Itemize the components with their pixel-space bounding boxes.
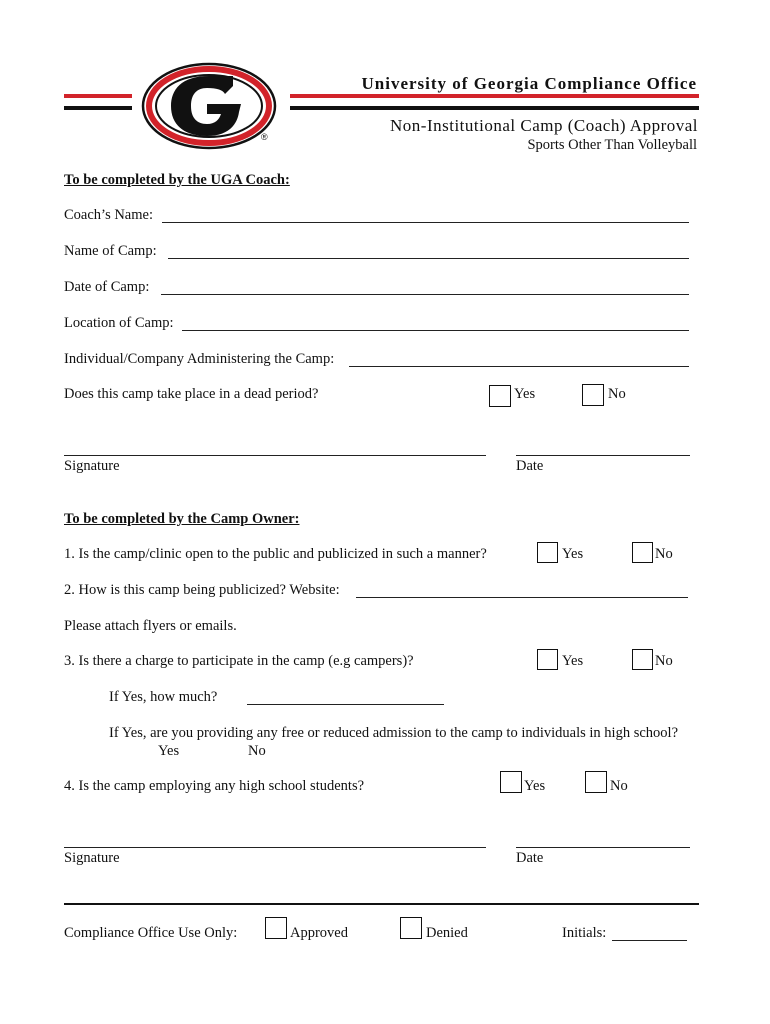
q4-yes-label: Yes — [524, 778, 546, 794]
q4-yes-checkbox[interactable] — [500, 771, 522, 793]
header-black-rule-left — [64, 106, 132, 110]
approved-label: Approved — [290, 925, 348, 941]
q3-no-label: No — [655, 653, 673, 669]
office-title: University of Georgia Compliance Office — [361, 74, 697, 93]
attach-note: Please attach flyers or emails. — [64, 618, 237, 634]
coach-signature-label: Signature — [64, 458, 120, 474]
initials-field[interactable] — [612, 940, 687, 941]
camp-location-field[interactable] — [182, 330, 689, 331]
initials-label: Initials: — [562, 925, 607, 941]
q1-yes-checkbox[interactable] — [537, 542, 558, 563]
q3-yes-checkbox[interactable] — [537, 649, 558, 670]
coach-name-field[interactable] — [162, 222, 689, 223]
owner-date-label: Date — [516, 850, 544, 866]
q1-no-label: No — [655, 546, 673, 562]
form-subtitle: Sports Other Than Volleyball — [527, 137, 697, 153]
camp-location-label: Location of Camp: — [64, 315, 174, 331]
q3-free-reduced-yes[interactable]: Yes — [158, 743, 180, 759]
header-black-rule-right — [290, 106, 699, 110]
administering-field[interactable] — [349, 366, 689, 367]
camp-date-label: Date of Camp: — [64, 279, 150, 295]
camp-name-label: Name of Camp: — [64, 243, 157, 259]
q2-question: 2. How is this camp being publicized? Website: — [64, 582, 340, 598]
q3-free-reduced-question: If Yes, are you providing any free or reduced admission to the camp to individuals in high school? — [109, 725, 679, 741]
q3-question: 3. Is there a charge to participate in the camp (e.g campers)? — [64, 653, 414, 669]
q3-yes-label: Yes — [562, 653, 584, 669]
denied-label: Denied — [426, 925, 468, 941]
dead-period-yes-checkbox[interactable] — [489, 385, 511, 407]
q1-question: 1. Is the camp/clinic open to the public and publicized in such a manner? — [64, 546, 487, 562]
compliance-divider — [64, 903, 699, 905]
coach-section-heading: To be completed by the UGA Coach: — [64, 172, 290, 188]
q3-how-much-field[interactable] — [247, 704, 444, 705]
q3-no-checkbox[interactable] — [632, 649, 653, 670]
q4-no-checkbox[interactable] — [585, 771, 607, 793]
form-title: Non-Institutional Camp (Coach) Approval — [390, 116, 698, 135]
q1-yes-label: Yes — [562, 546, 584, 562]
q4-question: 4. Is the camp employing any high school students? — [64, 778, 365, 794]
uga-g-logo — [141, 62, 281, 152]
q3-how-much-label: If Yes, how much? — [109, 689, 218, 705]
owner-date-field[interactable] — [516, 847, 690, 848]
camp-date-field[interactable] — [161, 294, 689, 295]
compliance-label: Compliance Office Use Only: — [64, 925, 238, 941]
header-red-rule-right — [290, 94, 699, 98]
coach-name-label: Coach’s Name: — [64, 207, 153, 223]
website-field[interactable] — [356, 597, 688, 598]
dead-period-no-label: No — [608, 386, 626, 402]
approved-checkbox[interactable] — [265, 917, 287, 939]
dead-period-question: Does this camp take place in a dead period? — [64, 386, 319, 402]
dead-period-yes-label: Yes — [514, 386, 536, 402]
owner-section-heading: To be completed by the Camp Owner: — [64, 511, 300, 527]
dead-period-no-checkbox[interactable] — [582, 384, 604, 406]
header-red-rule-left — [64, 94, 132, 98]
denied-checkbox[interactable] — [400, 917, 422, 939]
coach-date-field[interactable] — [516, 455, 690, 456]
administering-label: Individual/Company Administering the Camp: — [64, 351, 335, 367]
q1-no-checkbox[interactable] — [632, 542, 653, 563]
coach-date-label: Date — [516, 458, 544, 474]
camp-name-field[interactable] — [168, 258, 689, 259]
coach-signature-field[interactable] — [64, 455, 486, 456]
owner-signature-field[interactable] — [64, 847, 486, 848]
q3-free-reduced-no[interactable]: No — [248, 743, 266, 759]
q4-no-label: No — [610, 778, 628, 794]
registered-mark: ® — [261, 132, 268, 142]
owner-signature-label: Signature — [64, 850, 120, 866]
